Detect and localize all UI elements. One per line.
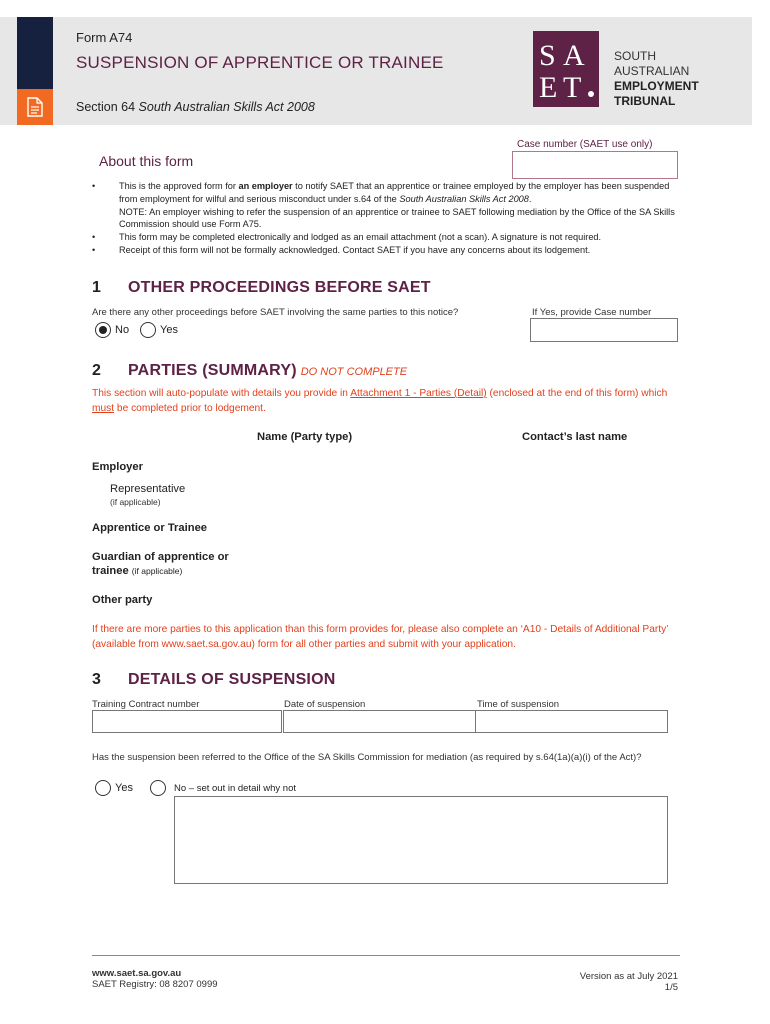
- website-link[interactable]: www.saet.sa.gov.au: [92, 968, 182, 979]
- about-title: About this form: [99, 153, 194, 169]
- section-1-title: OTHER PROCEEDINGS BEFORE SAET: [128, 279, 431, 296]
- about-list: [92, 180, 677, 257]
- training-contract-label: Training Contract number: [92, 699, 200, 710]
- other-case-number-label: If Yes, provide Case number: [532, 307, 652, 318]
- case-number-label: Case number (SAET use only): [517, 139, 653, 150]
- section-3-number: 3: [92, 671, 101, 688]
- mediation-yes-label: Yes: [115, 782, 133, 794]
- other-case-number-input[interactable]: [530, 318, 678, 342]
- party-guardian: Guardian of apprentice or trainee (if applicable): [92, 551, 229, 577]
- saet-logo-mark: [533, 31, 599, 107]
- saet-logo: [533, 31, 599, 107]
- party-employer: Employer: [92, 461, 143, 473]
- footer-divider: [92, 955, 680, 956]
- footer-contact: [92, 968, 218, 990]
- form-number: Form A74: [76, 30, 133, 45]
- svg-text:T: T: [563, 71, 582, 104]
- no-radio-label: No: [115, 324, 130, 336]
- registry-phone: SAET Registry: 08 8207 0999: [92, 979, 218, 990]
- mediation-yes-radio[interactable]: [95, 780, 111, 796]
- attachment-1-link[interactable]: Attachment 1 - Parties (Detail): [350, 388, 487, 399]
- section-2-number: 2: [92, 362, 101, 379]
- representative-note: (if applicable): [110, 497, 161, 507]
- svg-text:E: E: [539, 71, 558, 104]
- do-not-complete-note: DO NOT COMPLETE: [300, 366, 408, 378]
- mediation-no-label: No – set out in detail why not: [174, 783, 296, 794]
- no-radio[interactable]: [95, 322, 111, 338]
- form-legislation: Section 64 South Australian Skills Act 2008: [76, 100, 315, 114]
- header-icon-tile: [17, 89, 53, 125]
- party-representative: Representative: [110, 483, 186, 495]
- more-parties-note: If there are more parties to this application than this form provides for, please also complete an ‘A10 - Details of Additional Party’ (available from www.saet.sa.gov.au) form for all other parties and submit with your application.: [92, 624, 669, 650]
- party-other: Other party: [92, 594, 153, 606]
- list-item: • This form may be completed electronically and lodged as an email attachment (not a scan). A signature is not required.: [92, 231, 677, 244]
- svg-text:A: A: [563, 39, 585, 72]
- document-icon: [26, 97, 44, 117]
- case-number-input[interactable]: [512, 151, 678, 179]
- mediation-details-textarea[interactable]: [174, 796, 668, 884]
- page-number: 1/5: [664, 982, 678, 993]
- version-text: Version as at July 2021: [579, 971, 678, 982]
- section-1-number: 1: [92, 279, 101, 296]
- about-note: NOTE: An employer wishing to refer the suspension of an apprentice or trainee to SAET following mediation by the Office of the SA Skills Commission should use Form A75.: [119, 206, 675, 230]
- other-proceedings-question: Are there any other proceedings before SAET involving the same parties to this notice?: [92, 307, 459, 318]
- yes-radio-label: Yes: [160, 324, 178, 336]
- list-item: • This is the approved form for an employer to notify SAET that an apprentice or trainee employed by the employer has been suspended from employment for wilful and serious misconduct under s.64 of the South Australian Skills Act 2008.: [92, 180, 677, 205]
- date-of-suspension-input[interactable]: [283, 710, 476, 733]
- footer-version: [580, 971, 678, 993]
- mediation-question: Has the suspension been referred to the Office of the SA Skills Commission for mediation (as required by s.64(1a)(a)(i) of the Act)?: [92, 752, 642, 763]
- list-item: • Receipt of this form will not be formally acknowledged. Contact SAET if you have any concerns about its lodgement.: [92, 244, 677, 257]
- date-of-suspension-label: Date of suspension: [284, 699, 366, 710]
- time-of-suspension-input[interactable]: [475, 710, 668, 733]
- column-header-contact: Contact’s last name: [522, 431, 628, 443]
- parties-autopopulate-note: This section will auto-populate with details you provide in Attachment 1 - Parties (Detail) (enclosed at the end of this form) which must be completed prior to lodgement.: [92, 388, 668, 414]
- saet-logo-wordmark: SOUTH AUSTRALIAN EMPLOYMENT TRIBUNAL: [614, 49, 699, 108]
- section-2-title: PARTIES (SUMMARY) DO NOT COMPLETE: [128, 362, 408, 379]
- column-header-name: Name (Party type): [257, 431, 353, 443]
- party-apprentice: Apprentice or Trainee: [92, 522, 208, 534]
- form-title: SUSPENSION OF APPRENTICE OR TRAINEE: [76, 53, 444, 72]
- section-3-title: DETAILS OF SUSPENSION: [128, 671, 336, 688]
- time-of-suspension-label: Time of suspension: [477, 699, 560, 710]
- svg-text:S: S: [539, 39, 556, 72]
- mediation-no-radio[interactable]: [150, 780, 166, 796]
- yes-radio[interactable]: [140, 322, 156, 338]
- training-contract-input[interactable]: [92, 710, 282, 733]
- header-accent-bar: [17, 17, 53, 89]
